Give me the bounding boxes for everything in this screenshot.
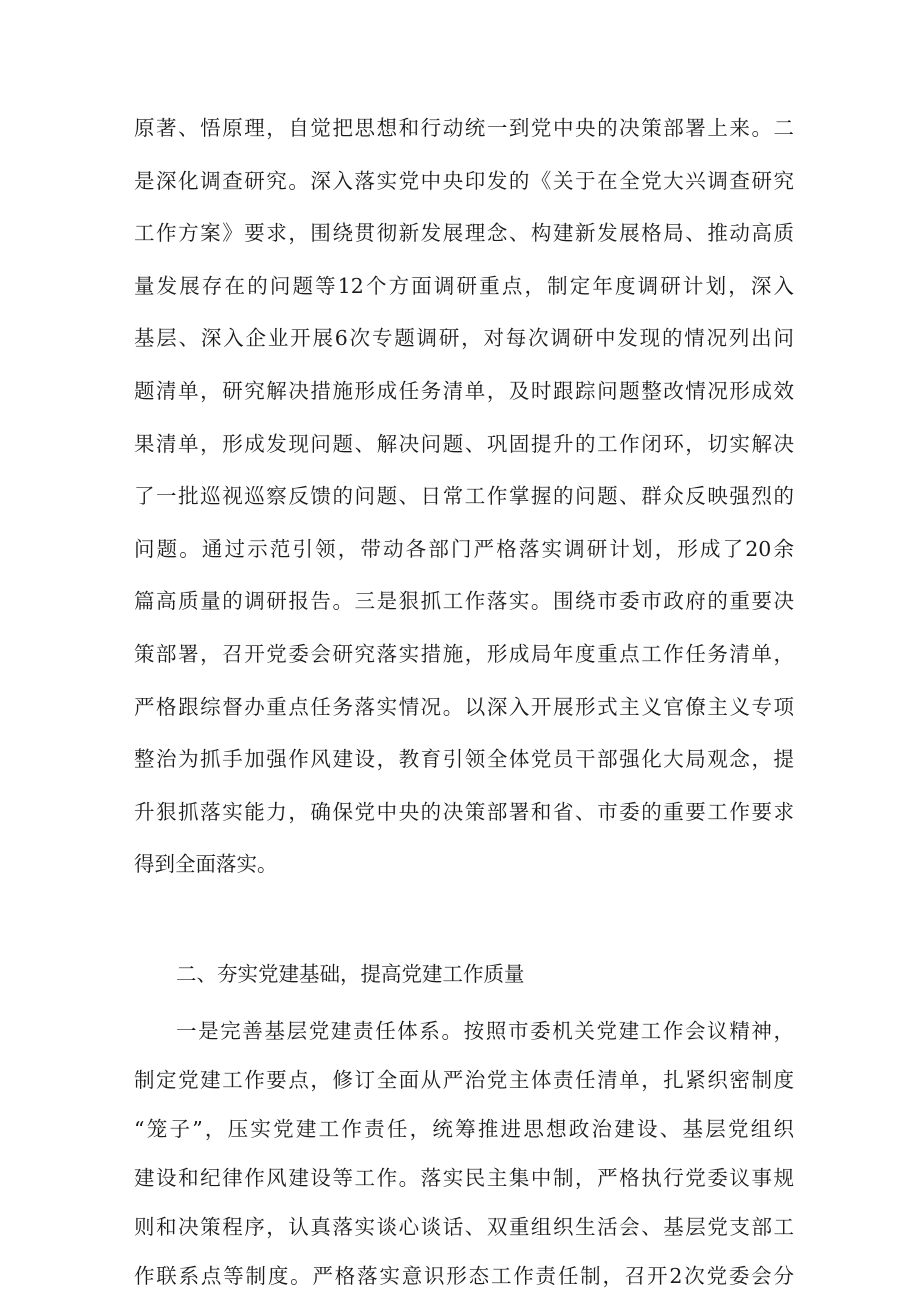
text-line: 工作方案》要求，围绕贯彻新发展理念、构建新发展格局、推动高质: [134, 221, 794, 246]
text-line: 基层、深入企业开展6次专题调研，对每次调研中发现的情况列出问: [134, 326, 794, 351]
text-line: 是深化调查研究。深入落实党中央印发的《关于在全党大兴调查研究: [134, 168, 794, 193]
text-line: 量发展存在的问题等12个方面调研重点，制定年度调研计划，深入: [134, 273, 794, 298]
section-heading: 二、夯实党建基础，提高党建工作质量: [176, 962, 525, 986]
text-line: 整治为抓手加强作风建设，教育引领全体党员干部强化大局观念，提: [134, 747, 794, 772]
text-line: 篇高质量的调研报告。三是狠抓工作落实。围绕市委市政府的重要决: [134, 589, 794, 614]
text-line: 问题。通过示范引领，带动各部门严格落实调研计划，形成了20余: [134, 536, 794, 561]
text-line: 严格跟综督办重点任务落实情况。以深入开展形式主义官僚主义专项: [134, 694, 794, 719]
text-line: 制定党建工作要点，修订全面从严治党主体责任清单，扎紧织密制度: [134, 1068, 794, 1092]
text-line: 了一批巡视巡察反馈的问题、日常工作掌握的问题、群众反映强烈的: [134, 484, 794, 509]
text-line: 题清单，研究解决措施形成任务清单，及时跟踪问题整改情况形成效: [134, 379, 794, 403]
text-line: 得到全面落实。: [134, 852, 278, 877]
text-line: 作联系点等制度。严格落实意识形态工作责任制，召开2次党委会分: [134, 1264, 794, 1288]
text-line: 一是完善基层党建责任体系。按照市委机关党建工作会议精神，: [176, 1019, 794, 1043]
text-line: 原著、悟原理，自觉把思想和行动统一到党中央的决策部署上来。二: [134, 116, 794, 140]
text-line: 策部署，召开党委会研究落实措施，形成局年度重点工作任务清单，: [134, 642, 794, 666]
text-line: “笼子”，压实党建工作责任，统筹推进思想政治建设、基层党组织: [134, 1117, 794, 1141]
text-line: 果清单，形成发现问题、解决问题、巩固提升的工作闭环，切实解决: [134, 431, 794, 456]
text-line: 则和决策程序，认真落实谈心谈话、双重组织生活会、基层党支部工: [134, 1215, 794, 1239]
text-line: 升狠抓落实能力，确保党中央的决策部署和省、市委的重要工作要求: [134, 799, 794, 824]
text-line: 建设和纪律作风建设等工作。落实民主集中制，严格执行党委议事规: [134, 1166, 794, 1190]
